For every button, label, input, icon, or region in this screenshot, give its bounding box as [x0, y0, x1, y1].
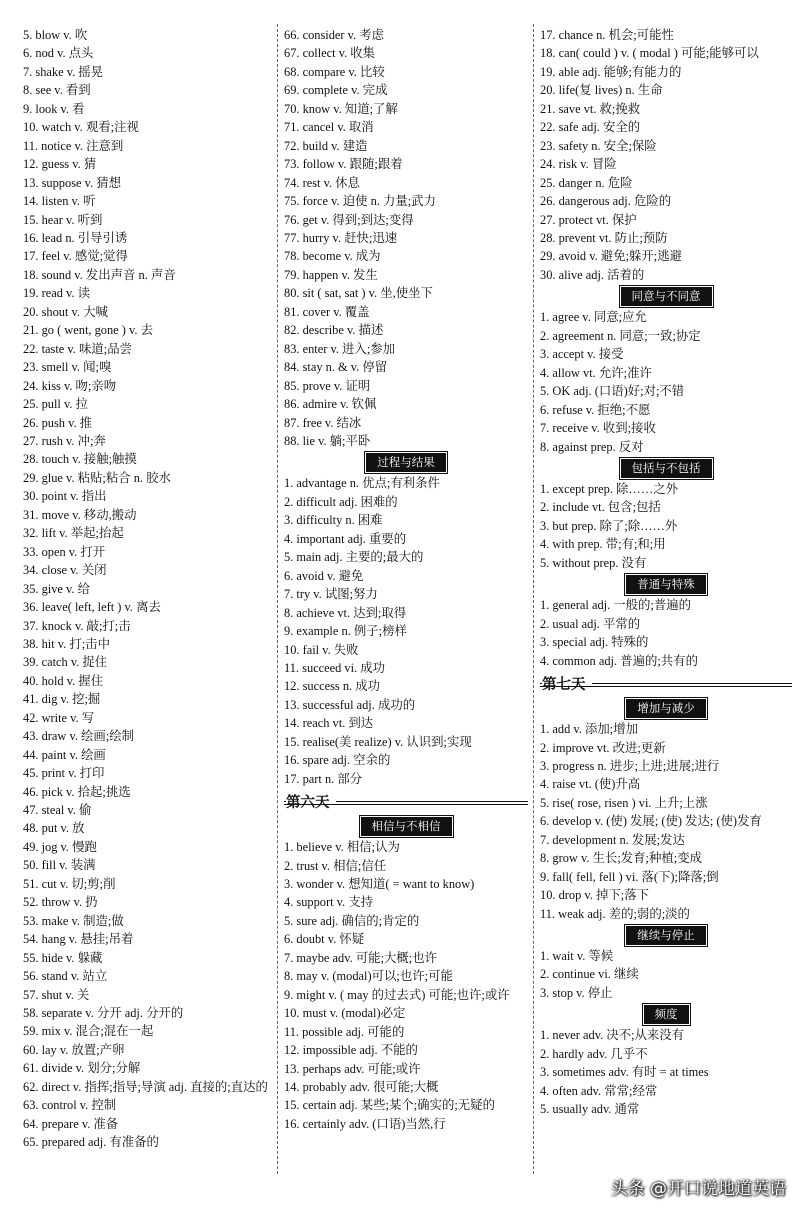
day-heading	[284, 790, 528, 814]
vocab-item: 6. develop v. (使) 发展; (使) 发达; (使)发育	[540, 814, 762, 829]
vocab-item: 18. can( could ) v. ( modal ) 可能;能够可以	[540, 46, 759, 61]
vocab-item: 1. agree v. 同意;应允	[540, 310, 647, 325]
word-list	[284, 474, 528, 788]
section-heading-general	[540, 575, 792, 593]
vocab-item: 5. without prep. 没有	[540, 555, 647, 570]
vocab-item: 4. common adj. 普遍的;共有的	[540, 653, 698, 668]
vocab-item: 3. sometimes adv. 有时 = at times	[540, 1065, 709, 1080]
vocab-item: 35. give v. 给	[23, 581, 90, 596]
word-list	[540, 947, 792, 1002]
vocab-item: 15. realise(美 realize) v. 认识到;实现	[284, 734, 472, 749]
vocab-item: 5. rise( rose, risen ) vi. 上升;上涨	[540, 795, 708, 810]
vocab-item: 3. progress n. 进步;上进;进展;进行	[540, 758, 720, 773]
vocab-item: 1. except prep. 除……之外	[540, 481, 678, 496]
vocab-item: 8. grow v. 生长;发育;种植;变成	[540, 851, 702, 866]
word-list	[284, 838, 528, 1133]
vocab-item: 7. shake v. 摇晃	[23, 64, 104, 79]
vocab-item: 87. free v. 结冰	[284, 415, 362, 430]
vocab-item: 10. must v. (modal)必定	[284, 1006, 406, 1021]
vocab-item: 12. impossible adj. 不能的	[284, 1043, 418, 1058]
vocab-item: 50. fill v. 装满	[23, 858, 96, 873]
vocab-item: 58. separate v. 分开 adj. 分开的	[23, 1006, 184, 1021]
vocab-item: 7. receive v. 收到;接收	[540, 421, 656, 436]
vocab-item: 83. enter v. 进入;参加	[284, 341, 396, 356]
vocab-item: 8. may v. (modal)可以;也许;可能	[284, 969, 453, 984]
word-list	[540, 480, 792, 572]
vocab-item: 30. alive adj. 活着的	[540, 267, 645, 282]
vocab-item: 46. pick v. 拾起;挑选	[23, 784, 131, 799]
vocab-item: 65. prepared adj. 有准备的	[23, 1135, 159, 1150]
watermark: 头条 @开口说地道英语	[610, 1179, 786, 1199]
vocab-item: 2. difficult adj. 困难的	[284, 494, 398, 509]
vocab-item: 73. follow v. 跟随;跟着	[284, 157, 403, 172]
vocab-item: 16. certainly adv. (口语)当然,行	[284, 1116, 446, 1131]
vocab-item: 20. shout v. 大喊	[23, 304, 108, 319]
vocab-item: 1. general adj. 一般的;普遍的	[540, 598, 692, 613]
vocab-item: 3. difficulty n. 困难	[284, 513, 383, 528]
vocab-item: 42. write v. 写	[23, 710, 95, 725]
vocab-item: 39. catch v. 捉住	[23, 655, 108, 670]
vocab-item: 16. lead n. 引导引诱	[23, 230, 128, 245]
vocab-item: 29. glue v. 粘贴;粘合 n. 胶水	[23, 470, 171, 485]
vocab-item: 16. spare adj. 空余的	[284, 753, 391, 768]
vocab-item: 27. rush v. 冲;奔	[23, 433, 106, 448]
vocab-item: 28. prevent vt. 防止;预防	[540, 230, 668, 245]
column-3	[540, 26, 792, 1119]
word-list	[540, 308, 792, 456]
vocab-item: 2. improve vt. 改进;更新	[540, 740, 666, 755]
vocab-item: 78. become v. 成为	[284, 249, 381, 264]
vocab-item: 43. draw v. 绘画;绘制	[23, 729, 135, 744]
vocab-item: 9. fall( fell, fell ) vi. 落(下);降落;倒	[540, 869, 719, 884]
vocab-item: 5. OK adj. (口语)好;对;不错	[540, 384, 685, 399]
vocab-item: 7. maybe adv. 可能;大概;也许	[284, 950, 438, 965]
section-title: 包括与不包括	[621, 459, 712, 478]
vocab-item: 22. taste v. 味道;品尝	[23, 341, 132, 356]
section-heading-process	[284, 453, 528, 471]
vocab-item: 1. never adv. 决不;从来没有	[540, 1028, 685, 1043]
vocab-item: 77. hurry v. 赶快;迅速	[284, 230, 398, 245]
vocab-item: 8. against prep. 反对	[540, 439, 644, 454]
section-title: 频度	[644, 1005, 689, 1024]
vocab-item: 67. collect v. 收集	[284, 46, 376, 61]
vocab-item: 6. avoid v. 避免	[284, 568, 364, 583]
vocab-item: 13. suppose v. 猜想	[23, 175, 121, 190]
vocab-item: 2. agreement n. 同意;一致;协定	[540, 328, 701, 343]
vocab-item: 5. blow v. 吹	[23, 28, 88, 42]
vocab-item: 47. steal v. 偷	[23, 803, 92, 818]
vocab-item: 45. print v. 打印	[23, 766, 105, 781]
vocab-item: 19. able adj. 能够;有能力的	[540, 64, 682, 79]
vocab-item: 28. touch v. 接触;触摸	[23, 452, 137, 467]
vocab-item: 4. raise vt. (使)升高	[540, 777, 641, 792]
vocab-item: 72. build v. 建造	[284, 138, 368, 153]
vocab-item: 71. cancel v. 取消	[284, 120, 374, 135]
section-heading-believe	[284, 817, 528, 835]
column-1	[23, 26, 275, 1152]
vocab-item: 2. usual adj. 平常的	[540, 616, 641, 631]
vocab-item: 75. force v. 迫使 n. 力量;武力	[284, 194, 436, 209]
vocab-item: 82. describe v. 描述	[284, 323, 384, 338]
vocab-item: 17. feel v. 感觉;觉得	[23, 249, 128, 264]
vocab-item: 66. consider v. 考虑	[284, 28, 385, 42]
vocab-item: 10. drop v. 掉下;落下	[540, 888, 649, 903]
vocab-item: 86. admire v. 钦佩	[284, 397, 377, 412]
vocab-item: 2. include vt. 包含;包括	[540, 500, 661, 515]
section-title: 同意与不同意	[621, 287, 712, 306]
vocab-item: 33. open v. 打开	[23, 544, 106, 559]
vocab-item: 55. hide v. 躲藏	[23, 950, 103, 965]
vocab-item: 12. success n. 成功	[284, 679, 381, 694]
vocab-item: 25. danger n. 危险	[540, 175, 633, 190]
word-list	[540, 1026, 792, 1118]
vocab-item: 20. life(复 lives) n. 生命	[540, 83, 663, 98]
section-heading-include	[540, 459, 792, 477]
vocab-item: 4. allow vt. 允许;准许	[540, 365, 652, 380]
vocab-item: 14. reach vt. 到达	[284, 716, 374, 731]
word-list	[540, 596, 792, 670]
vocab-item: 11. succeed vi. 成功	[284, 660, 386, 675]
vocab-item: 5. main adj. 主要的;最大的	[284, 550, 424, 565]
section-title: 过程与结果	[366, 453, 446, 472]
vocab-item: 3. wonder v. 想知道( = want to know)	[284, 877, 475, 892]
vocab-item: 54. hang v. 悬挂;吊着	[23, 932, 134, 947]
vocab-item: 17. chance n. 机会;可能性	[540, 28, 674, 42]
day-title: 第六天	[286, 791, 336, 812]
vocab-item: 11. weak adj. 差的;弱的;淡的	[540, 906, 690, 921]
vocab-item: 70. know v. 知道;了解	[284, 101, 398, 116]
vocab-item: 27. protect vt. 保护	[540, 212, 637, 227]
vocab-item: 80. sit ( sat, sat ) v. 坐,使坐下	[284, 286, 433, 301]
section-heading-increase	[540, 699, 792, 717]
vocab-item: 60. lay v. 放置;产卵	[23, 1042, 125, 1057]
vocab-item: 8. achieve vt. 达到;取得	[284, 605, 407, 620]
vocab-item: 9. example n. 例子;榜样	[284, 624, 407, 639]
vocab-item: 4. with prep. 带;有;和;用	[540, 537, 666, 552]
vocab-item: 2. continue vi. 继续	[540, 967, 639, 982]
vocab-item: 79. happen v. 发生	[284, 267, 378, 282]
vocab-item: 62. direct v. 指挥;指导;导演 adj. 直接的;直达的	[23, 1079, 268, 1094]
vocab-item: 52. throw v. 扔	[23, 895, 98, 910]
vocab-item: 13. successful adj. 成功的	[284, 697, 416, 712]
vocab-item: 51. cut v. 切;剪;削	[23, 876, 116, 891]
day-heading	[540, 672, 792, 696]
vocab-item: 19. read v. 读	[23, 286, 90, 301]
vocab-item: 2. trust v. 相信;信任	[284, 858, 387, 873]
vocab-item: 23. safety n. 安全;保险	[540, 138, 657, 153]
vocab-item: 76. get v. 得到;到达;变得	[284, 212, 414, 227]
vocab-item: 4. support v. 支持	[284, 895, 374, 910]
vocab-item: 1. wait v. 等候	[540, 949, 614, 964]
vocab-item: 26. dangerous adj. 危险的	[540, 194, 672, 209]
vocab-item: 2. hardly adv. 几乎不	[540, 1046, 648, 1061]
vocab-item: 3. but prep. 除了;除……外	[540, 518, 678, 533]
vocab-item: 21. save vt. 救;挽救	[540, 101, 641, 116]
vocab-item: 61. divide v. 划分;分解	[23, 1061, 141, 1076]
vocab-item: 53. make v. 制造;做	[23, 913, 124, 928]
vocab-item: 24. risk v. 冒险	[540, 157, 617, 172]
vocab-item: 36. leave( left, left ) v. 离去	[23, 600, 161, 615]
vocab-item: 59. mix v. 混合;混在一起	[23, 1024, 154, 1039]
vocab-item: 3. stop v. 停止	[540, 985, 613, 1000]
vocab-item: 40. hold v. 握住	[23, 673, 104, 688]
vocab-item: 10. watch v. 观看;注视	[23, 120, 139, 135]
vocab-item: 4. important adj. 重要的	[284, 531, 407, 546]
vocab-item: 6. doubt v. 怀疑	[284, 932, 365, 947]
vocab-item: 10. fail v. 失败	[284, 642, 359, 657]
vocab-item: 41. dig v. 挖;掘	[23, 692, 101, 707]
vocab-item: 30. point v. 指出	[23, 489, 107, 504]
section-heading-agree	[540, 287, 792, 305]
vocab-item: 56. stand v. 站立	[23, 969, 108, 984]
vocab-item: 37. knock v. 敲;打;击	[23, 618, 131, 633]
vocab-item: 84. stay n. & v. 停留	[284, 360, 388, 375]
vocab-item: 85. prove v. 证明	[284, 378, 371, 393]
vocab-item: 11. possible adj. 可能的	[284, 1024, 405, 1039]
vocab-item: 63. control v. 控制	[23, 1098, 117, 1113]
vocab-item: 17. part n. 部分	[284, 771, 363, 786]
section-title: 继续与停止	[626, 926, 706, 945]
vocab-item: 5. usually adv. 通常	[540, 1102, 640, 1117]
word-list	[540, 26, 792, 284]
vocab-item: 25. pull v. 拉	[23, 397, 88, 412]
vocab-item: 3. special adj. 特殊的	[540, 635, 649, 650]
column-divider	[533, 24, 534, 1174]
vocab-item: 12. guess v. 猜	[23, 157, 97, 172]
vocab-item: 15. certain adj. 某些;某个;确实的;无疑的	[284, 1098, 495, 1113]
vocab-item: 24. kiss v. 吻;亲吻	[23, 378, 117, 393]
vocab-item: 31. move v. 移动,搬动	[23, 507, 137, 522]
vocab-item: 9. look v. 看	[23, 101, 85, 116]
vocab-item: 74. rest v. 休息	[284, 175, 360, 190]
vocab-item: 49. jog v. 慢跑	[23, 839, 97, 854]
vocab-item: 26. push v. 推	[23, 415, 93, 430]
section-heading-continue	[540, 926, 792, 944]
vocab-item: 4. often adv. 常常;经常	[540, 1083, 658, 1098]
vocab-item: 68. compare v. 比较	[284, 64, 385, 79]
vocab-item: 57. shut v. 关	[23, 987, 90, 1002]
vocab-item: 11. notice v. 注意到	[23, 138, 124, 153]
vocab-item: 69. complete v. 完成	[284, 83, 388, 98]
vocab-item: 48. put v. 放	[23, 821, 85, 836]
section-title: 增加与减少	[626, 699, 706, 718]
vocab-item: 6. refuse v. 拒绝;不愿	[540, 402, 651, 417]
vocab-item: 8. see v. 看到	[23, 83, 91, 98]
vocab-item: 9. might v. ( may 的过去式) 可能;也许;或许	[284, 987, 510, 1002]
vocab-item: 29. avoid v. 避免;躲开;逃避	[540, 249, 683, 264]
vocab-item: 18. sound v. 发出声音 n. 声音	[23, 267, 176, 282]
vocab-item: 22. safe adj. 安全的	[540, 120, 641, 135]
day-title: 第七天	[542, 673, 592, 694]
vocab-item: 7. development n. 发展;发达	[540, 832, 685, 847]
vocab-item: 1. believe v. 相信;认为	[284, 840, 400, 855]
column-divider	[277, 24, 278, 1174]
vocab-item: 44. paint v. 绘画	[23, 747, 106, 762]
vocab-item: 6. nod v. 点头	[23, 46, 94, 61]
vocab-item: 88. lie v. 躺;平卧	[284, 433, 371, 448]
vocab-item: 3. accept v. 接受	[540, 347, 624, 362]
vocab-item: 7. try v. 试图;努力	[284, 587, 378, 602]
column-2	[284, 26, 528, 1133]
vocab-item: 13. perhaps adv. 可能;或许	[284, 1061, 421, 1076]
vocab-item: 81. cover v. 覆盖	[284, 304, 370, 319]
section-title: 普通与特殊	[626, 575, 706, 594]
section-heading-frequency	[540, 1005, 792, 1023]
vocab-item: 38. hit v. 打;击中	[23, 636, 110, 651]
vocab-item: 21. go ( went, gone ) v. 去	[23, 323, 153, 338]
vocab-item: 32. lift v. 举起;抬起	[23, 526, 124, 541]
vocab-item: 5. sure adj. 确信的;肯定的	[284, 913, 420, 928]
section-title: 相信与不相信	[361, 817, 452, 836]
word-list	[540, 720, 792, 923]
vocab-item: 23. smell v. 闻;嗅	[23, 360, 112, 375]
vocab-item: 64. prepare v. 准备	[23, 1116, 119, 1131]
vocab-item: 14. listen v. 听	[23, 194, 96, 209]
vocab-item: 1. add v. 添加;增加	[540, 722, 638, 737]
vocab-item: 34. close v. 关闭	[23, 563, 107, 578]
word-list	[284, 26, 528, 450]
vocab-item: 14. probably adv. 很可能;大概	[284, 1080, 439, 1095]
vocab-item: 1. advantage n. 优点;有利条件	[284, 476, 440, 491]
vocab-item: 15. hear v. 听到	[23, 212, 103, 227]
